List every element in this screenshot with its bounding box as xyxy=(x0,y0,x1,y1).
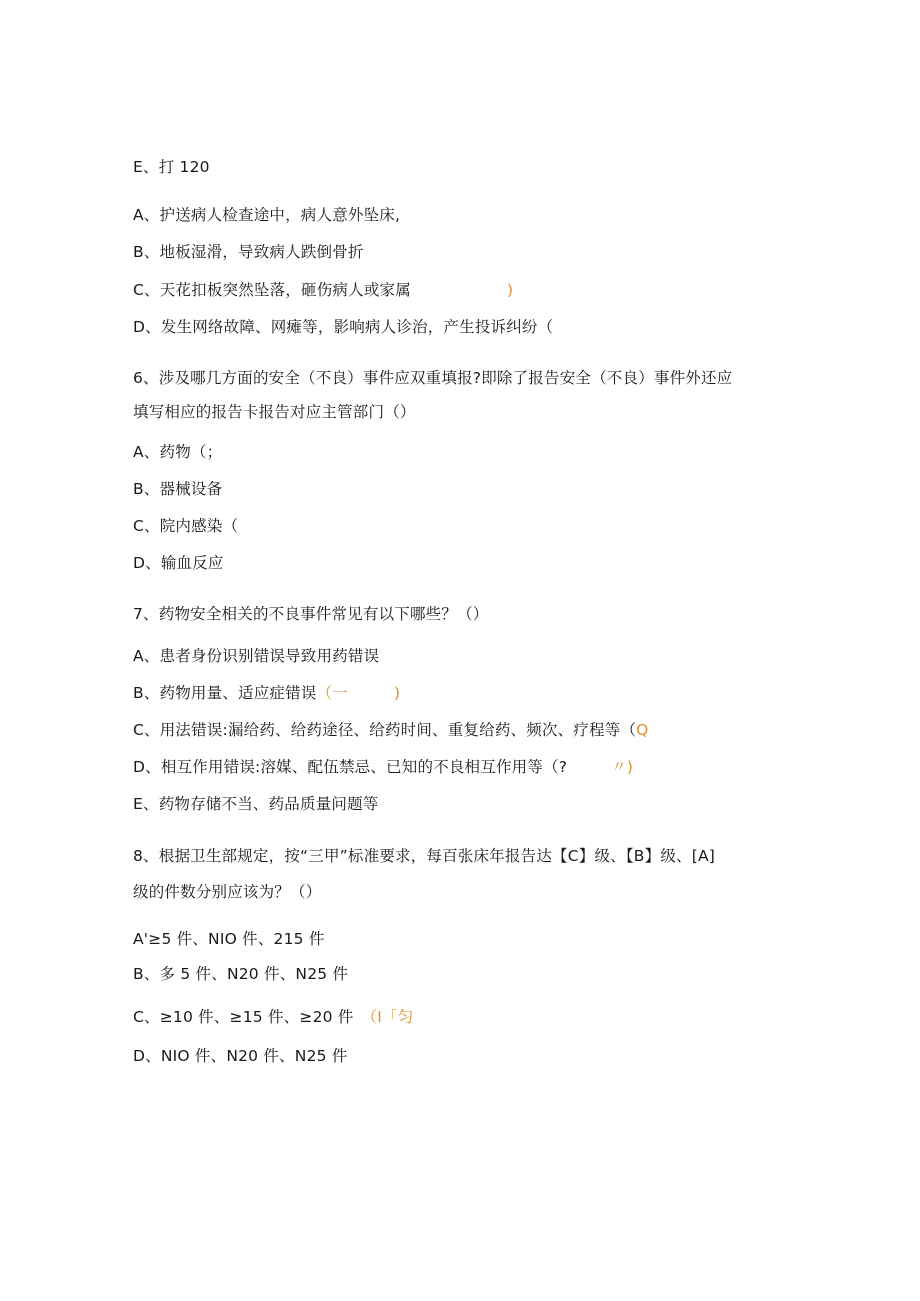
answer-option-b xyxy=(133,479,222,499)
answer-option-d xyxy=(133,317,553,337)
line-text: 填写相应的报告卡报告对应主管部门（） xyxy=(133,403,416,421)
answer-option-e xyxy=(133,794,379,814)
answer-option-a xyxy=(133,646,379,666)
line-text: B、器械设备 xyxy=(133,480,223,498)
answer-option-a xyxy=(133,929,325,949)
line-text: B、多 5 件、N20 件、N25 件 xyxy=(133,965,349,983)
handwritten-mark: 〃) xyxy=(611,758,634,776)
line-text: D、NIO 件、N20 件、N25 件 xyxy=(133,1047,348,1065)
line-text: C、≥10 件、≥15 件、≥20 件 xyxy=(133,1008,354,1026)
line-text: A、护送病人检查途中，病人意外坠床, xyxy=(133,206,401,224)
answer-option-b xyxy=(133,242,364,262)
line-text: 8、根据卫生部规定，按“三甲”标准要求，每百张床年报告达【C】级、【B】级、[A] xyxy=(133,847,716,865)
handwritten-mark: （一 xyxy=(316,684,348,702)
line-text: D、相互作用错误:溶媒、配伍禁忌、已知的不良相互作用等（? xyxy=(133,758,568,776)
line-text: 6、涉及哪几方面的安全（不良）事件应双重填报?即除了报告安全（不良）事件外还应 xyxy=(133,369,733,387)
handwritten-mark: Q xyxy=(636,721,649,739)
question-8-title-continued xyxy=(133,882,321,902)
line-text: C、天花扣板突然坠落，砸伤病人或家属 xyxy=(133,281,411,299)
answer-option-d xyxy=(133,757,633,777)
answer-option-c xyxy=(133,516,238,536)
line-text: A'≥5 件、NIO 件、215 件 xyxy=(133,930,325,948)
line-text: C、院内感染（ xyxy=(133,517,239,535)
line-text: 级的件数分别应该为？（） xyxy=(133,883,322,901)
line-text: A、药物（； xyxy=(133,443,223,461)
line-text: E、打 120 xyxy=(133,158,210,176)
line-text: 7、药物安全相关的不良事件常见有以下哪些？（） xyxy=(133,605,489,623)
line-text: D、输血反应 xyxy=(133,554,224,572)
handwritten-mark: （I「匀 xyxy=(361,1008,414,1026)
line-text: B、地板湿滑，导致病人跌倒骨折 xyxy=(133,243,364,261)
answer-option-c xyxy=(133,280,513,300)
question-6-title xyxy=(133,368,732,388)
handwritten-mark: ) xyxy=(506,281,514,299)
answer-option-c xyxy=(133,720,649,740)
answer-option-b xyxy=(133,964,348,984)
answer-option-b xyxy=(133,683,400,703)
answer-option-a xyxy=(133,442,222,462)
question-8-title xyxy=(133,846,715,866)
question-6-title-continued xyxy=(133,402,416,422)
line-text: D、发生网络故障、网瘫等，影响病人诊治，产生投诉纠纷（ xyxy=(133,318,554,336)
line-text: E、药物存储不当、药品质量问题等 xyxy=(133,795,379,813)
question-7-title xyxy=(133,604,488,624)
line-text: A、患者身份识别错误导致用药错误 xyxy=(133,647,380,665)
answer-option-d xyxy=(133,553,224,573)
line-text: C、用法错误:漏给药、给药途径、给药时间、重复给药、频次、疗程等（ xyxy=(133,721,637,739)
line-text: B、药物用量、适应症错误 xyxy=(133,684,317,702)
answer-option-c xyxy=(133,1007,413,1027)
answer-option-d xyxy=(133,1046,348,1066)
answer-option-e-call-120 xyxy=(133,157,210,177)
handwritten-mark: ) xyxy=(393,684,401,702)
answer-option-a xyxy=(133,205,400,225)
